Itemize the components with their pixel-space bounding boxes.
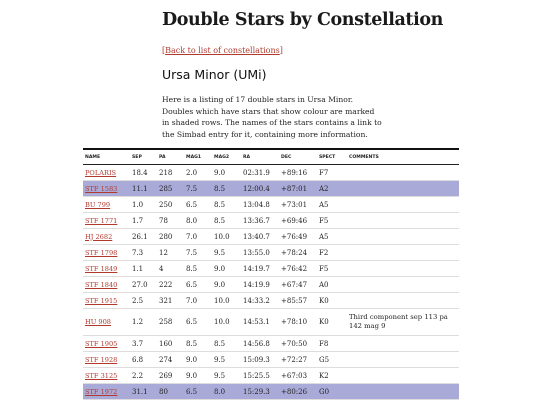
star-name-cell [83, 336, 130, 352]
dec-cell: +85:57 [279, 293, 317, 309]
sep-cell: 11.1 [130, 181, 157, 197]
spect-cell: K2 [317, 368, 347, 384]
comment-cell [347, 384, 459, 400]
pa-cell: 12 [157, 245, 184, 261]
header-mag2: MAG2 [212, 150, 241, 165]
comment-cell [347, 336, 459, 352]
sep-cell: 3.7 [130, 336, 157, 352]
mag2-cell: 8.0 [212, 384, 241, 400]
pa-cell: 280 [157, 229, 184, 245]
header-ra: RA [241, 150, 279, 165]
comment-cell [347, 229, 459, 245]
ra-cell: 13:40.7 [241, 229, 279, 245]
table-row [83, 277, 459, 293]
mag2-cell: 10.0 [212, 293, 241, 309]
spect-cell: K0 [317, 293, 347, 309]
mag1-cell: 8.0 [184, 213, 212, 229]
table-row [83, 261, 459, 277]
star-name-cell [83, 384, 130, 400]
header-pa: PA [157, 150, 184, 165]
dec-cell: +76:42 [279, 261, 317, 277]
spect-cell: F2 [317, 245, 347, 261]
ra-cell: 14:33.2 [241, 293, 279, 309]
dec-cell: +70:50 [279, 336, 317, 352]
star-simbad-link[interactable]: HU 908 [85, 318, 111, 326]
star-name-cell [83, 293, 130, 309]
table-row [83, 336, 459, 352]
mag2-cell: 8.5 [212, 197, 241, 213]
star-name-cell [83, 229, 130, 245]
star-simbad-link[interactable]: STF 1849 [85, 264, 118, 273]
spect-cell: G5 [317, 352, 347, 368]
table-row [83, 368, 459, 384]
star-name-cell [83, 213, 130, 229]
ra-cell: 14:19.7 [241, 261, 279, 277]
star-name-cell [83, 181, 130, 197]
table-row [83, 384, 459, 400]
dec-cell: +80:26 [279, 384, 317, 400]
ra-cell: 15:25.5 [241, 368, 279, 384]
table-row [83, 165, 459, 181]
comment-cell [347, 213, 459, 229]
ra-cell: 14:53.1 [241, 309, 279, 336]
mag2-cell: 9.0 [212, 277, 241, 293]
spect-cell: F5 [317, 213, 347, 229]
ra-cell: 13:36.7 [241, 213, 279, 229]
comment-cell [347, 277, 459, 293]
pa-cell: 78 [157, 213, 184, 229]
mag1-cell: 7.5 [184, 245, 212, 261]
back-to-constellations-link[interactable]: Back to list of constellations [165, 46, 280, 55]
sep-cell: 1.1 [130, 261, 157, 277]
pa-cell: 269 [157, 368, 184, 384]
pa-cell: 80 [157, 384, 184, 400]
sep-cell: 7.3 [130, 245, 157, 261]
pa-cell: 258 [157, 309, 184, 336]
dec-cell: +89:16 [279, 165, 317, 181]
spect-cell: K0 [317, 309, 347, 336]
sep-cell: 18.4 [130, 165, 157, 181]
ra-cell: 15:09.3 [241, 352, 279, 368]
mag1-cell: 6.5 [184, 309, 212, 336]
comment-cell [347, 261, 459, 277]
star-simbad-link[interactable]: STF 1771 [85, 216, 118, 225]
mag2-cell: 9.5 [212, 352, 241, 368]
comment-cell [347, 165, 459, 181]
header-dec: DEC [279, 150, 317, 165]
star-simbad-link[interactable]: POLARIS [85, 168, 117, 177]
ra-cell: 14:56.8 [241, 336, 279, 352]
mag1-cell: 8.5 [184, 336, 212, 352]
sep-cell: 1.2 [130, 309, 157, 336]
mag2-cell: 10.0 [212, 229, 241, 245]
mag2-cell: 8.5 [212, 336, 241, 352]
table-row [83, 309, 459, 336]
comment-cell [347, 368, 459, 384]
pa-cell: 160 [157, 336, 184, 352]
dec-cell: +67:47 [279, 277, 317, 293]
pa-cell: 274 [157, 352, 184, 368]
star-name-cell [83, 245, 130, 261]
spect-cell: F5 [317, 261, 347, 277]
header-mag1: MAG1 [184, 150, 212, 165]
comment-cell [347, 245, 459, 261]
mag2-cell: 9.0 [212, 261, 241, 277]
mag1-cell: 2.0 [184, 165, 212, 181]
spect-cell: A0 [317, 277, 347, 293]
spect-cell: G0 [317, 384, 347, 400]
star-name-cell [83, 197, 130, 213]
dec-cell: +69:46 [279, 213, 317, 229]
comment-cell: Third component sep 113 pa 142 mag 9 [347, 309, 459, 336]
header-sep: SEP [130, 150, 157, 165]
mag1-cell: 8.5 [184, 261, 212, 277]
mag1-cell: 6.5 [184, 277, 212, 293]
ra-cell: 14:19.9 [241, 277, 279, 293]
dec-cell: +78:10 [279, 309, 317, 336]
mag1-cell: 7.0 [184, 229, 212, 245]
mag2-cell: 10.0 [212, 309, 241, 336]
sep-cell: 1.0 [130, 197, 157, 213]
star-simbad-link[interactable]: HJ 2682 [85, 232, 113, 241]
sep-cell: 27.0 [130, 277, 157, 293]
intro-paragraph: Here is a listing of 17 double stars in Ursa Minor. Doubles which have stars that show colour are marked in shaded rows. The names of the stars contains a link to the Simbad entry for it, containing more information. [162, 95, 382, 139]
table-row [83, 229, 459, 245]
sep-cell: 6.8 [130, 352, 157, 368]
mag1-cell: 9.0 [184, 352, 212, 368]
star-simbad-link[interactable]: STF 3125 [85, 371, 118, 380]
star-simbad-link[interactable]: STF 1928 [85, 355, 118, 364]
comment-cell [347, 197, 459, 213]
star-simbad-link[interactable]: STF 1915 [85, 296, 118, 305]
pa-cell: 250 [157, 197, 184, 213]
star-simbad-link[interactable]: STF 1972 [85, 387, 118, 396]
header-comments: COMMENTS [347, 150, 459, 165]
star-simbad-link[interactable]: STF 1798 [85, 248, 118, 257]
table-body [83, 165, 459, 400]
section-title: Ursa Minor (UMi) [162, 67, 267, 82]
dec-cell: +76:49 [279, 229, 317, 245]
mag1-cell: 9.0 [184, 368, 212, 384]
mag2-cell: 9.0 [212, 165, 241, 181]
spect-cell: A5 [317, 197, 347, 213]
mag1-cell: 6.5 [184, 197, 212, 213]
dec-cell: +72:27 [279, 352, 317, 368]
spect-cell: A2 [317, 181, 347, 197]
table-row [83, 213, 459, 229]
pa-cell: 321 [157, 293, 184, 309]
mag2-cell: 8.5 [212, 213, 241, 229]
table-row [83, 352, 459, 368]
star-simbad-link[interactable]: STF 1583 [85, 184, 118, 193]
dec-cell: +78:24 [279, 245, 317, 261]
dec-cell: +67:03 [279, 368, 317, 384]
mag1-cell: 7.5 [184, 181, 212, 197]
mag2-cell: 9.5 [212, 245, 241, 261]
sep-cell: 1.7 [130, 213, 157, 229]
table-row [83, 197, 459, 213]
sep-cell: 26.1 [130, 229, 157, 245]
star-name-cell [83, 165, 130, 181]
spect-cell: A5 [317, 229, 347, 245]
star-name-cell [83, 309, 130, 336]
ra-cell: 02:31.9 [241, 165, 279, 181]
ra-cell: 15:29.3 [241, 384, 279, 400]
star-name-cell [83, 352, 130, 368]
ra-cell: 13:04.8 [241, 197, 279, 213]
page-title: Double Stars by Constellation [162, 10, 443, 30]
table-header-row [83, 150, 459, 165]
star-name-cell [83, 261, 130, 277]
star-name-cell [83, 277, 130, 293]
star-name-cell [83, 368, 130, 384]
double-stars-table [83, 150, 459, 400]
dec-cell: +73:01 [279, 197, 317, 213]
ra-cell: 12:00.4 [241, 181, 279, 197]
sep-cell: 2.2 [130, 368, 157, 384]
mag2-cell: 8.5 [212, 181, 241, 197]
pa-cell: 222 [157, 277, 184, 293]
ra-cell: 13:55.0 [241, 245, 279, 261]
header-name: NAME [83, 150, 130, 165]
star-simbad-link[interactable]: STF 1840 [85, 280, 118, 289]
pa-cell: 4 [157, 261, 184, 277]
spect-cell: F8 [317, 336, 347, 352]
comment-cell [347, 293, 459, 309]
star-simbad-link[interactable]: STF 1905 [85, 339, 118, 348]
pa-cell: 218 [157, 165, 184, 181]
spect-cell: F7 [317, 165, 347, 181]
comment-cell [347, 352, 459, 368]
header-spect: SPECT [317, 150, 347, 165]
star-simbad-link[interactable]: BU 799 [85, 200, 111, 209]
mag1-cell: 7.0 [184, 293, 212, 309]
sep-cell: 2.5 [130, 293, 157, 309]
pa-cell: 285 [157, 181, 184, 197]
table-row [83, 181, 459, 197]
comment-cell [347, 181, 459, 197]
dec-cell: +87:01 [279, 181, 317, 197]
sep-cell: 31.1 [130, 384, 157, 400]
mag2-cell: 9.5 [212, 368, 241, 384]
table-row [83, 245, 459, 261]
table-row [83, 293, 459, 309]
back-link-container: [Back to list of constellations] [162, 46, 283, 55]
mag1-cell: 6.5 [184, 384, 212, 400]
